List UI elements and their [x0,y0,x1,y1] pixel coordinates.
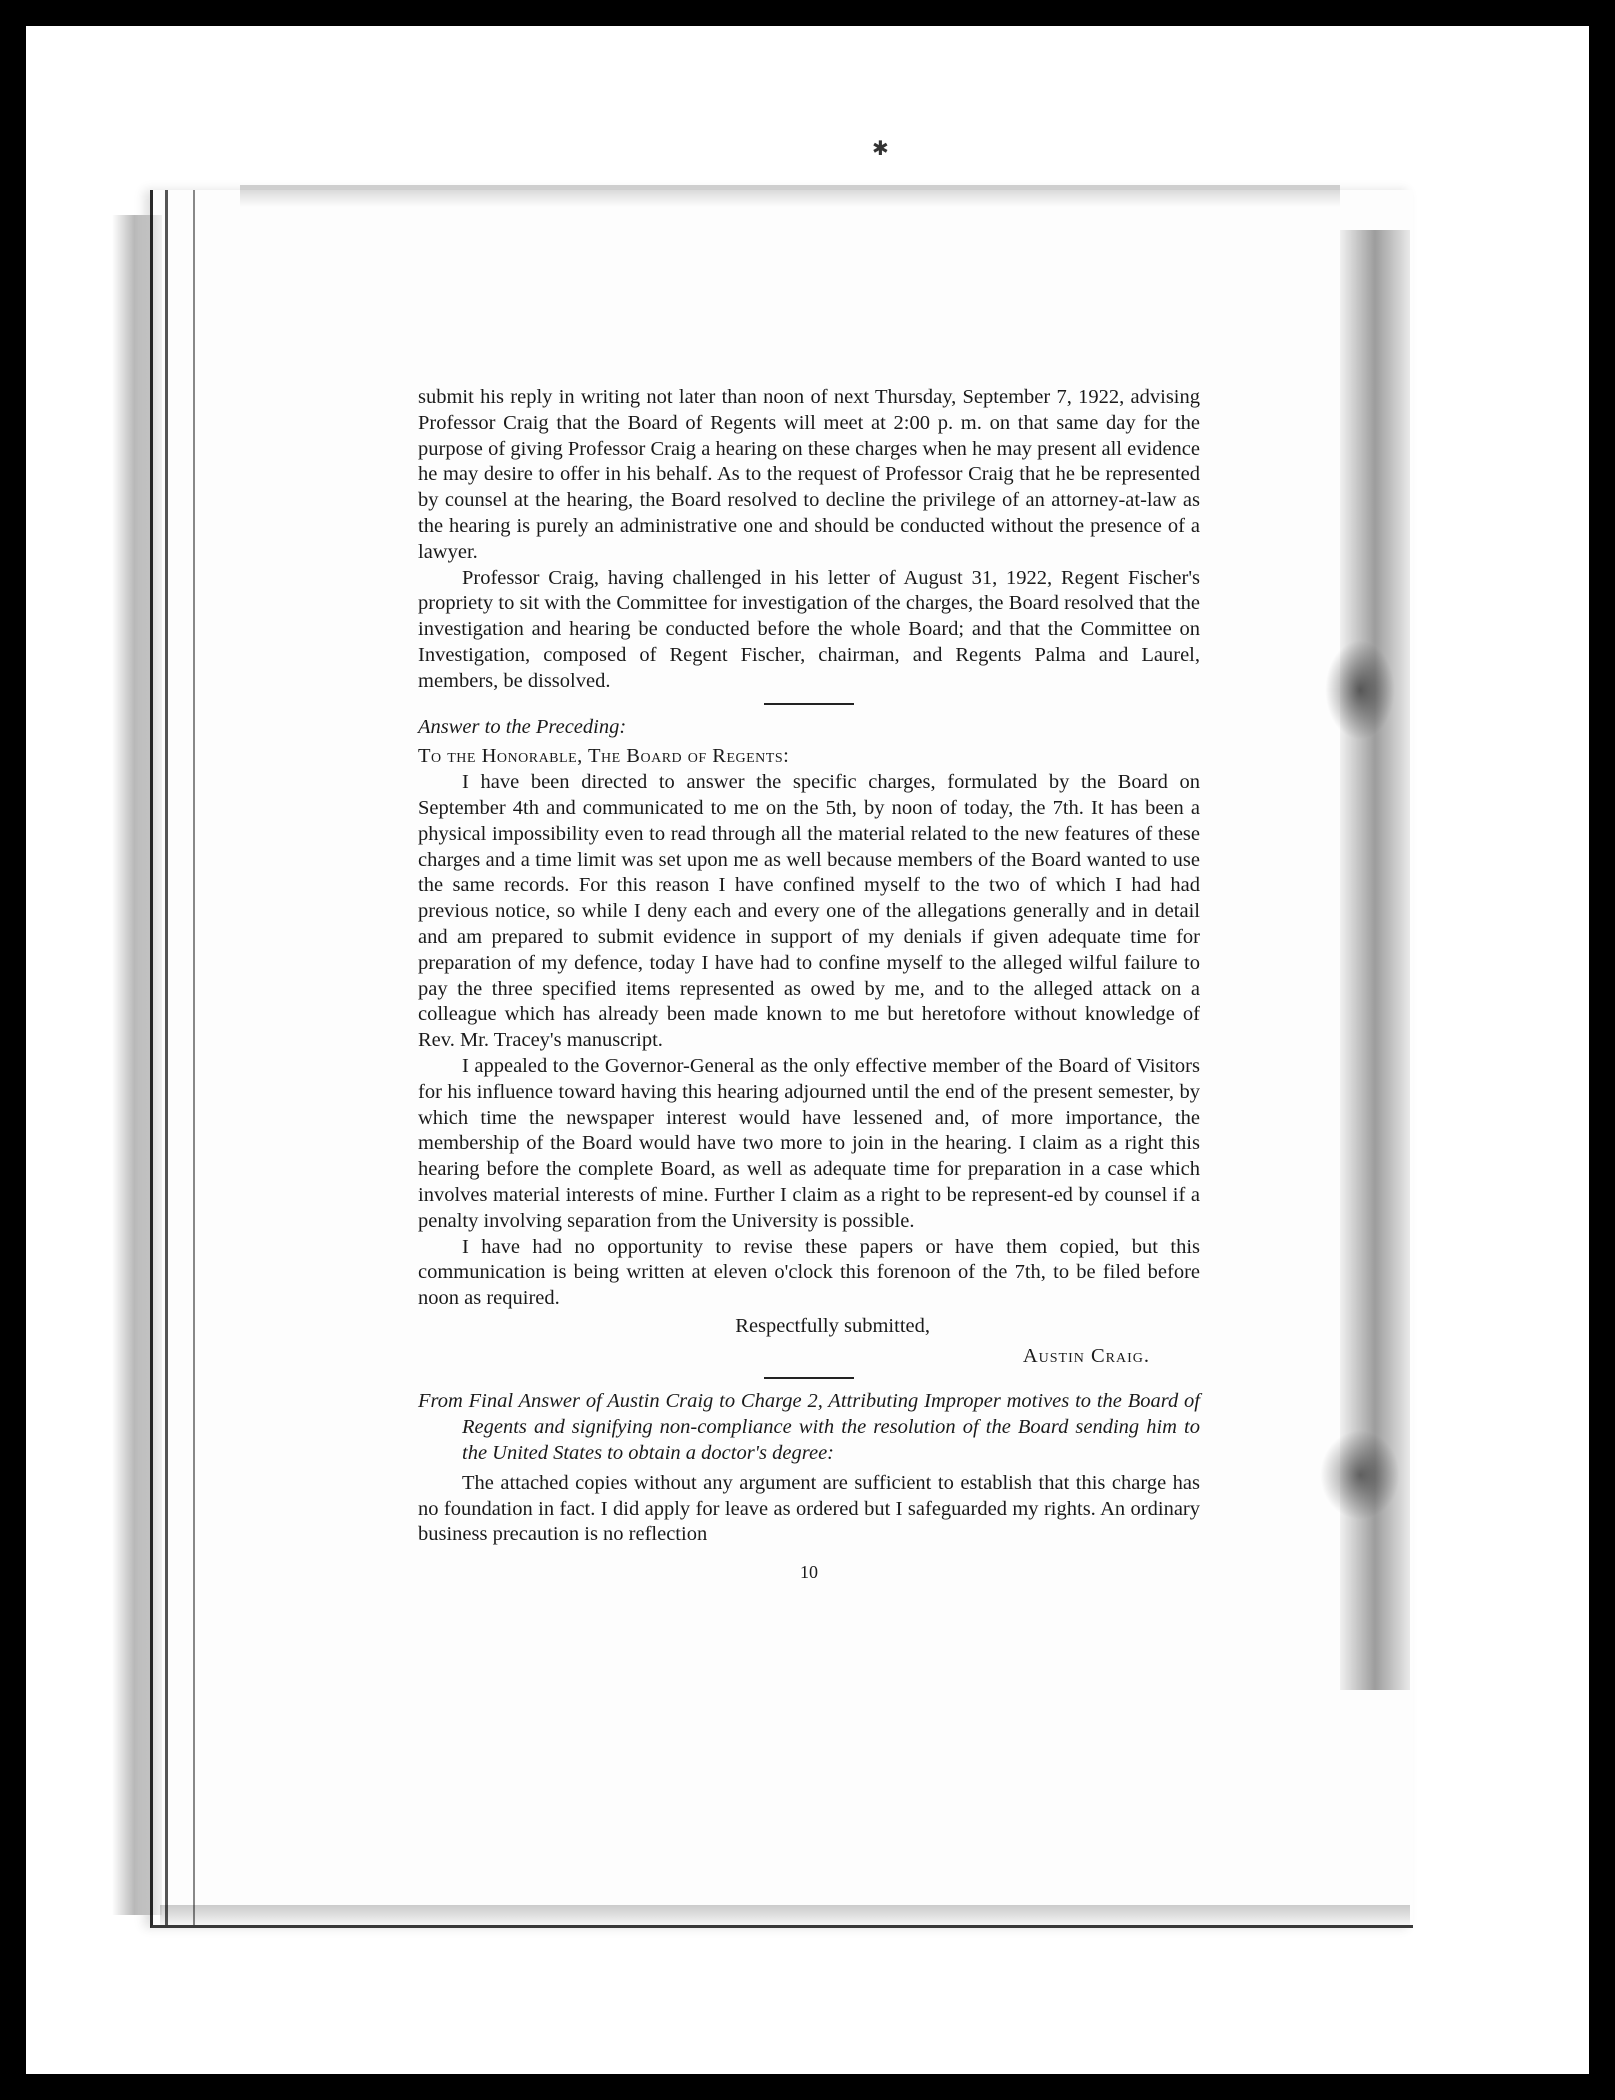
intro-paragraph-2: Professor Craig, having challenged in his letter of August 31, 1922, Regent Fischer's propriety to sit with the Committee for investigation of the charges, the Board resolved that the investigation and hearing be conducted before the whole Board; and that the Committee on Investigation, composed of Regent Fischer, chairman, and Regents Palma and Laurel, members, be dissolved. [418,566,1200,692]
answer-paragraph-3: I have had no opportunity to revise these papers or have them copied, but this communication is being written at eleven o'clock this forenoon of the 7th, to be filed before noon as required. [418,1235,1200,1310]
final-answer-heading: From Final Answer of Austin Craig to Charge 2, Attributing Improper motives to the Board of Regents and signifying non-compliance with the resolution of the Board sending him to the United States to obtain a doctor's degree: [418,1390,1200,1465]
intro-paragraph-1: submit his reply in writing not later than noon of next Thursday, September 7, 1922, advising Professor Craig that the Board of Regents will meet at 2:00 p. m. on that same day for the purpose of giving Professor Craig a hearing on these charges when he may present all evidence he may desire to offer in his behalf. As to the request of Professor Craig that he be represented by counsel at the hearing, the Board resolved to decline the privilege of an attorney-at-law as the hearing is purely an administrative one and should be conducted without the presence of a lawyer. [418,386,1200,563]
salutation: To the Honorable, The Board of Regents: [418,745,790,768]
page-text [418,385,1200,1586]
answer-label: Answer to the Preceding: [418,715,627,738]
final-answer-paragraph-1: The attached copies without any argument are sufficient to establish that this charge has no foundation in fact. I did apply for leave as ordered but I safeguarded my rights. An ordinary business precaution is no reflection [418,1471,1200,1546]
closing: Respectfully submitted, [735,1314,930,1337]
answer-paragraph-2: I appealed to the Governor-General as the only effective member of the Board of Visitors for his influence toward having this hearing adjourned until the end of the present semester, by which time the newspaper interest would have lessened and, of more importance, the membership of the Board would have two more to join in the hearing. I claim as a right this hearing before the complete Board, as well as adequate time for preparation in a case which involves material interests of mine. Further I claim as a right to be represent-ed by counsel if a penalty involving separation from the University is possible. [418,1054,1200,1232]
page-number: 10 [800,1562,818,1583]
answer-paragraph-1: I have been directed to answer the specific charges, formulated by the Board on September 4th and communicated to me on the 5th, by noon of today, the 7th. It has been a physical impossibility even to read through all the material related to the new features of these charges and a time limit was set upon me as well because members of the Board wanted to use the same records. For this reason I have confined myself to the two of which I had had previous notice, so while I deny each and every one of the allegations generally and in detail and am prepared to submit evidence in support of my denials if given adequate time for preparation of my defence, today I have had to confine myself to the alleged wilful failure to pay the three specified items represented as owed by me, and to the alleged attack on a colleague which has already been made known to me but heretofore without knowledge of Rev. Mr. Tracey's manuscript. [418,771,1200,1052]
scan-speck: ✱ [872,138,889,160]
ink-blot [1325,640,1395,740]
bottom-edge-shadow [160,1905,1410,1929]
section-divider [764,1377,854,1379]
ink-blot [1320,1430,1400,1520]
section-divider [764,703,854,705]
top-edge-shadow [240,185,1340,207]
left-edge-shadow [112,215,162,1915]
signature: Austin Craig. [1022,1344,1150,1367]
